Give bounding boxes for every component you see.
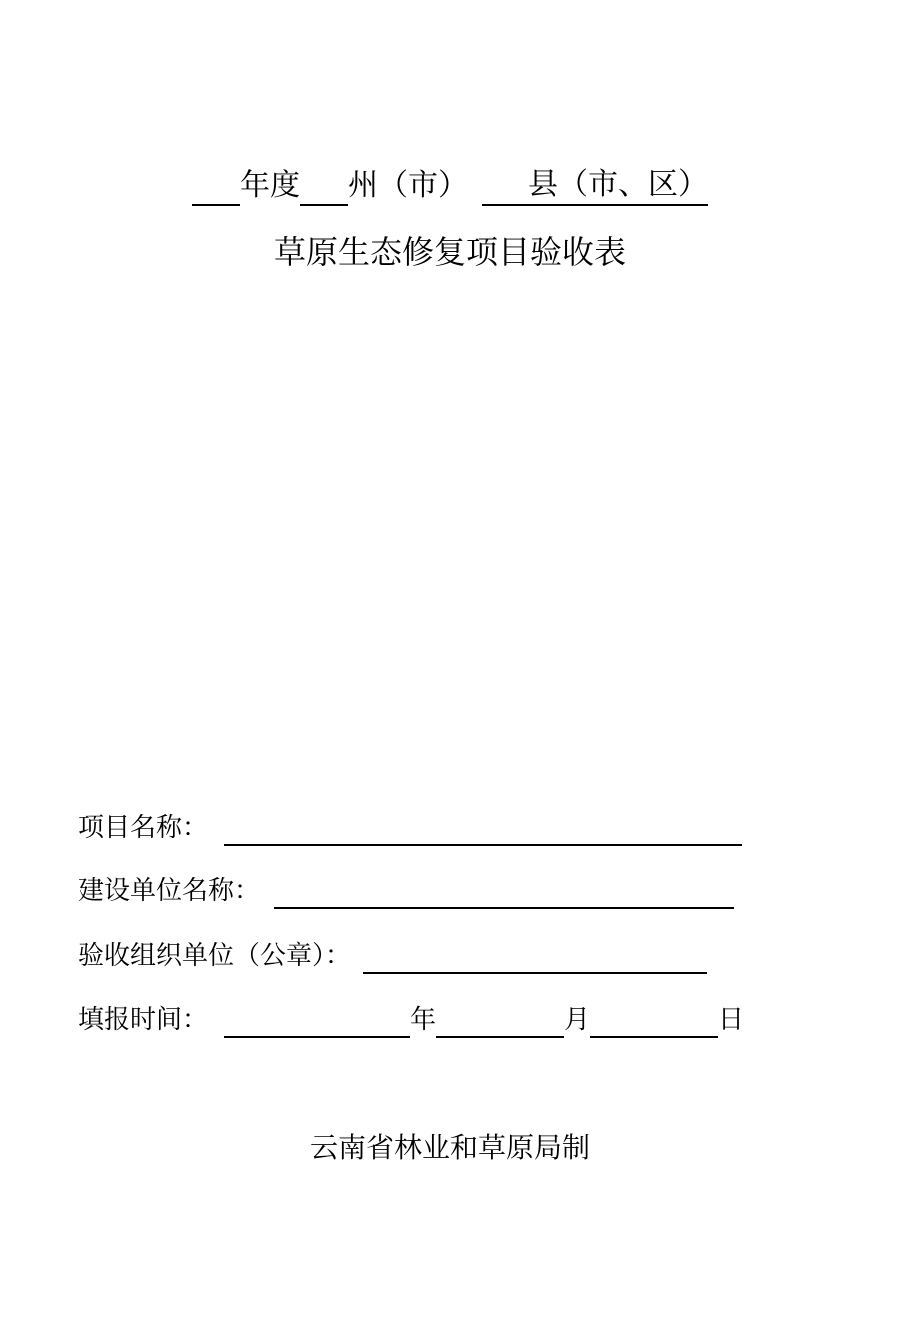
- report-day-input-line[interactable]: [590, 1006, 718, 1038]
- prefecture-blank[interactable]: [300, 168, 348, 206]
- report-month-label: 月: [564, 1005, 591, 1035]
- report-time-label: 填报时间：: [78, 1005, 209, 1035]
- issuer-footer: 云南省林业和草原局制: [309, 1131, 590, 1164]
- header-line: [0, 166, 900, 206]
- prefecture-suffix: 州（市）: [348, 168, 468, 203]
- report-time-field: [78, 1002, 744, 1038]
- construction-unit-input-line[interactable]: [274, 877, 734, 909]
- project-name-label: 项目名称：: [78, 813, 209, 843]
- construction-unit-field: [78, 873, 734, 909]
- acceptance-org-field: [78, 938, 707, 974]
- page-title: 草原生态修复项目验收表: [273, 233, 626, 271]
- year-blank[interactable]: [192, 168, 240, 206]
- acceptance-org-input-line[interactable]: [363, 942, 707, 974]
- acceptance-org-label: 验收组织单位（公章）：: [78, 941, 352, 971]
- report-year-label: 年: [410, 1005, 437, 1035]
- year-suffix: 年度: [240, 168, 300, 203]
- report-year-input-line[interactable]: [224, 1006, 410, 1038]
- construction-unit-label: 建设单位名称：: [78, 876, 261, 906]
- report-day-label: 日: [718, 1005, 745, 1035]
- county-blank[interactable]: [482, 166, 708, 206]
- county-suffix: 县（市、区）: [528, 167, 708, 202]
- project-name-input-line[interactable]: [224, 814, 742, 846]
- project-name-field: [78, 810, 742, 846]
- report-month-input-line[interactable]: [436, 1006, 564, 1038]
